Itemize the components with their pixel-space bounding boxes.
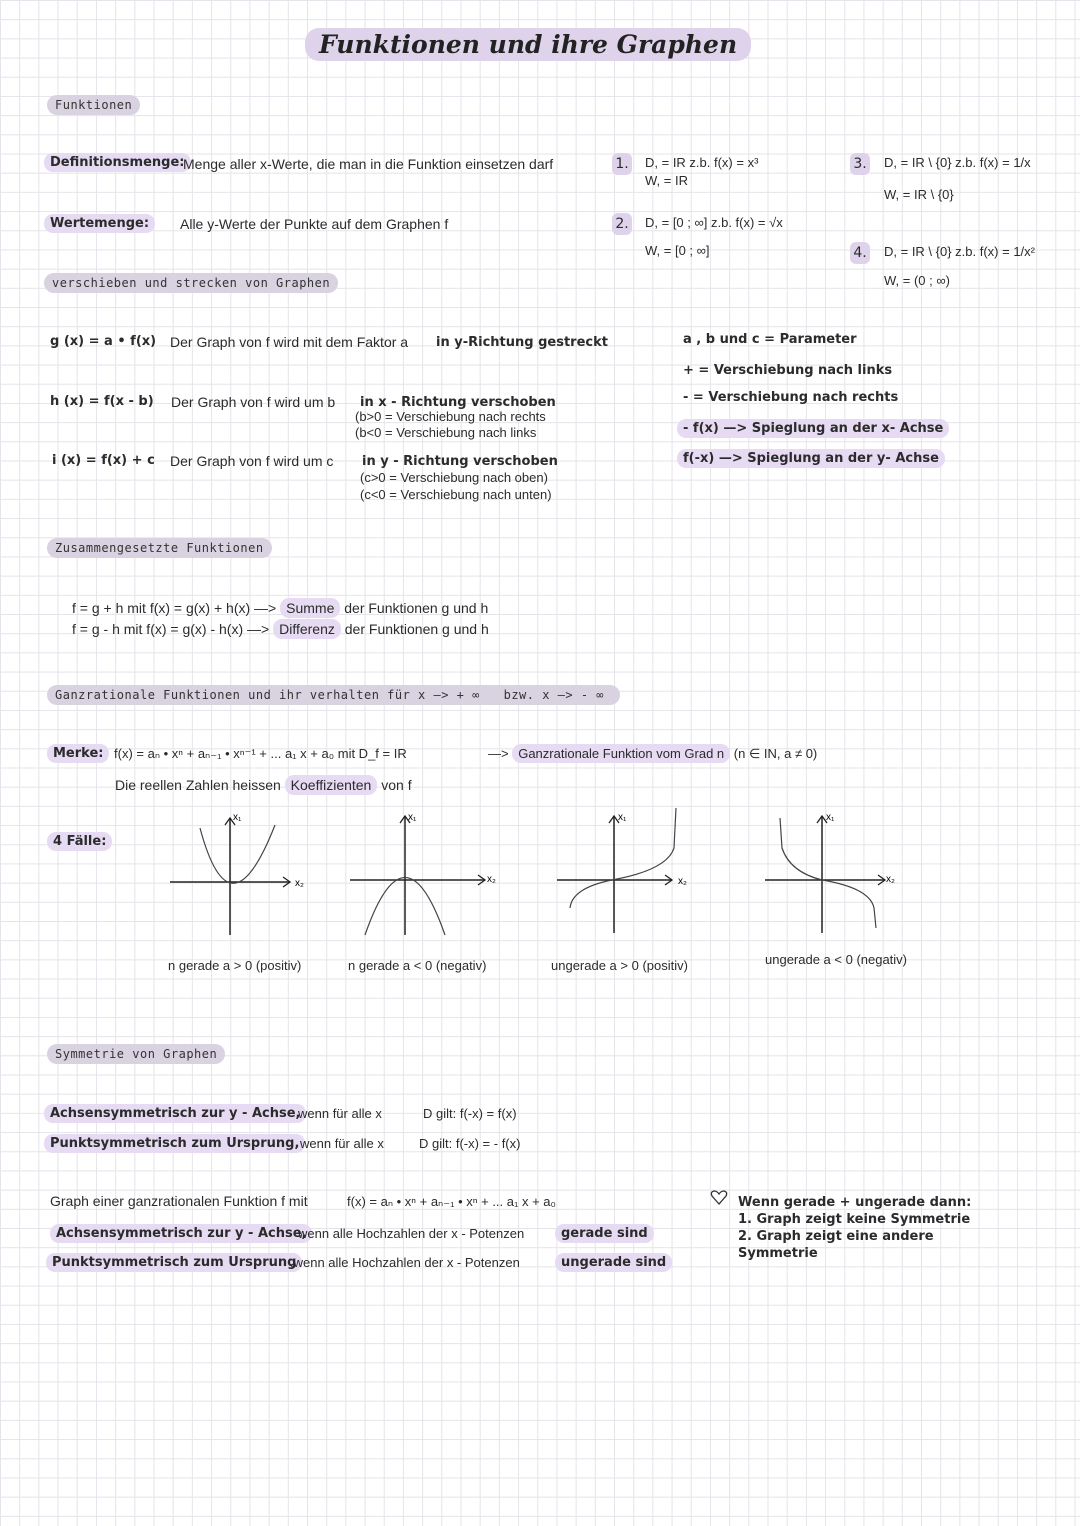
merke-line2-b: von f (381, 777, 412, 793)
section-zusammengesetzte: Zusammengesetzte Funktionen (47, 538, 272, 558)
section-ganzrationale-b: bzw. x —> - ∞ (503, 688, 605, 702)
graph-4-curve (780, 818, 876, 928)
achsensym-label: Achsensymmetrisch zur y - Achse, (44, 1104, 306, 1123)
example-3-number: 3. (850, 153, 870, 175)
merke-line2-hl: Koeffizienten (285, 775, 378, 795)
section-ganzrationale (47, 685, 620, 705)
achsensym-text: wenn für alle x (298, 1106, 382, 1121)
zusammen-line-2-b: der Funktionen g und h (344, 621, 489, 637)
g-bold: in y-Richtung gestreckt (436, 335, 608, 350)
punktsym-cond: D gilt: f(-x) = - f(x) (419, 1136, 521, 1151)
example-3-line1: D, = IR \ {0} z.b. f(x) = 1/x (884, 155, 1031, 170)
case-4-label: ungerade a < 0 (negativ) (765, 952, 908, 967)
heart-icon (710, 1190, 728, 1206)
example-2-number: 2. (612, 213, 632, 235)
example-3-line2: W, = IR \ {0} (884, 187, 954, 202)
graph-3-y-label: x₁ (618, 812, 627, 823)
graph-2-x-label: x₂ (487, 874, 496, 885)
merke-arrow: —> (488, 746, 509, 761)
parameter-4: - f(x) —> Spieglung an der x- Achse (677, 419, 949, 438)
graph-rule-line1-b: f(x) = aₙ • xⁿ + aₙ₋₁ • xⁿ + ... a₁ x + a₀ (347, 1194, 556, 1209)
graph-1-y-label: x₁ (233, 812, 242, 823)
graph-rule-punkt-hl: ungerade sind (555, 1253, 672, 1272)
graph-rule-punkt-label: Punktsymmetrisch zum Ursprung (46, 1253, 302, 1272)
graph-case-2 (345, 810, 505, 940)
graph-rule-punkt-text: ,wenn alle Hochzahlen der x - Potenzen (290, 1255, 520, 1270)
merke-hl: Ganzrationale Funktion vom Grad n (512, 744, 730, 763)
example-4-line2: W, = (0 ; ∞) (884, 273, 950, 288)
parameter-3: - = Verschiebung nach rechts (683, 390, 899, 405)
faelle-label: 4 Fälle: (47, 832, 112, 851)
parameter-5: f(-x) —> Spieglung an der y- Achse (677, 449, 945, 468)
case-2-label: n gerade a < 0 (negativ) (348, 958, 487, 973)
note-line1: Wenn gerade + ungerade dann: (738, 1195, 972, 1210)
definitionsmenge-text: Menge aller x-Werte, die man in die Funktion einsetzen darf (183, 156, 554, 172)
example-4-number: 4. (850, 242, 870, 264)
graph-3-x-label: x₂ (678, 876, 687, 887)
example-1-line2: W, = IR (645, 173, 688, 188)
example-1 (612, 153, 640, 175)
g-function: g (x) = a • f(x) (50, 334, 157, 349)
achsensym-cond: D gilt: f(-x) = f(x) (423, 1106, 517, 1121)
example-1-line1: D, = IR z.b. f(x) = x³ (645, 155, 759, 170)
graph-4-x-label: x₂ (886, 874, 895, 885)
punktsym-text: wenn für alle x (300, 1136, 384, 1151)
graph-rule-achsen-hl: gerade sind (555, 1224, 654, 1243)
section-ganzrationale-a: Ganzrationale Funktionen und ihr verhalten für x —> + ∞ (55, 688, 480, 702)
parameter-1: a , b und c = Parameter (683, 332, 857, 347)
wertemenge-label: Wertemenge: (44, 214, 155, 233)
example-1-number: 1. (612, 153, 632, 175)
zusammen-line-1-b: der Funktionen g und h (344, 600, 489, 616)
example-4 (850, 242, 878, 264)
note-line2: 1. Graph zeigt keine Symmetrie (738, 1212, 971, 1227)
case-3-label: ungerade a > 0 (positiv) (551, 958, 688, 973)
graph-2-y-label: x₁ (408, 812, 417, 823)
merke-line2 (115, 777, 412, 793)
case-1-label: n gerade a > 0 (positiv) (168, 958, 302, 973)
definitionsmenge-label: Definitionsmenge: (44, 153, 191, 172)
graph-4-y-label: x₁ (826, 812, 835, 823)
h-sub2: (b<0 = Verschiebung nach links (355, 425, 537, 440)
example-3 (850, 153, 878, 175)
zusammen-line-1-a: f = g + h mit f(x) = g(x) + h(x) —> (72, 600, 277, 616)
example-2 (612, 213, 640, 235)
g-text: Der Graph von f wird mit dem Faktor a (170, 334, 409, 350)
zusammen-line-1 (72, 600, 488, 616)
zusammen-line-2 (72, 621, 489, 637)
graph-rule-achsen-label: Achsensymmetrisch zur y - Achse, (50, 1224, 312, 1243)
h-function: h (x) = f(x - b) (50, 394, 154, 409)
graph-case-3 (552, 808, 722, 938)
page-title: Funktionen und ihre Graphen (305, 28, 751, 61)
i-function: i (x) = f(x) + c (52, 453, 155, 468)
punktsym-label: Punktsymmetrisch zum Ursprung, (44, 1134, 305, 1153)
merke-formula: f(x) = aₙ • xⁿ + aₙ₋₁ • xⁿ⁻¹ + ... a₁ x + a₀ mit D_f = IR (114, 746, 407, 761)
i-sub2: (c<0 = Verschiebung nach unten) (360, 487, 552, 502)
zusammen-line-2-a: f = g - h mit f(x) = g(x) - h(x) —> (72, 621, 270, 637)
example-2-line2: W, = [0 ; ∞] (645, 243, 710, 258)
graph-3-curve (570, 808, 676, 908)
merke-label: Merke: (47, 744, 109, 763)
section-funktionen: Funktionen (47, 95, 140, 115)
note-line3: 2. Graph zeigt eine andere (738, 1229, 934, 1244)
merke-definition (488, 746, 817, 762)
merke-line2-a: Die reellen Zahlen heissen (115, 777, 281, 793)
section-symmetrie: Symmetrie von Graphen (47, 1044, 225, 1064)
i-sub1: (c>0 = Verschiebung nach oben) (360, 470, 548, 485)
h-bold: in x - Richtung verschoben (360, 395, 556, 410)
graph-rule-achsen-text: wenn alle Hochzahlen der x - Potenzen (298, 1226, 525, 1241)
section-verschieben: verschieben und strecken von Graphen (44, 273, 338, 293)
i-bold: in y - Richtung verschoben (362, 454, 558, 469)
h-sub1: (b>0 = Verschiebung nach rechts (355, 409, 546, 424)
graph-case-4 (760, 808, 920, 938)
example-2-line1: D, = [0 ; ∞] z.b. f(x) = √x (645, 215, 783, 230)
graph-1-curve (200, 825, 275, 883)
graph-case-1 (165, 810, 325, 940)
note-line4: Symmetrie (738, 1246, 818, 1261)
merke-cond: (n ∈ IN, a ≠ 0) (733, 746, 818, 761)
graph-rule-line1-a: Graph einer ganzrationalen Funktion f mit (50, 1193, 308, 1209)
zusammen-line-2-hl: Differenz (273, 619, 341, 639)
graph-1-x-label: x₂ (295, 878, 304, 889)
example-4-line1: D, = IR \ {0} z.b. f(x) = 1/x² (884, 244, 1035, 259)
wertemenge-text: Alle y-Werte der Punkte auf dem Graphen f (180, 216, 449, 232)
parameter-2: + = Verschiebung nach links (683, 363, 893, 378)
zusammen-line-1-hl: Summe (280, 598, 340, 618)
i-text: Der Graph von f wird um c (170, 453, 334, 469)
h-text: Der Graph von f wird um b (171, 394, 336, 410)
